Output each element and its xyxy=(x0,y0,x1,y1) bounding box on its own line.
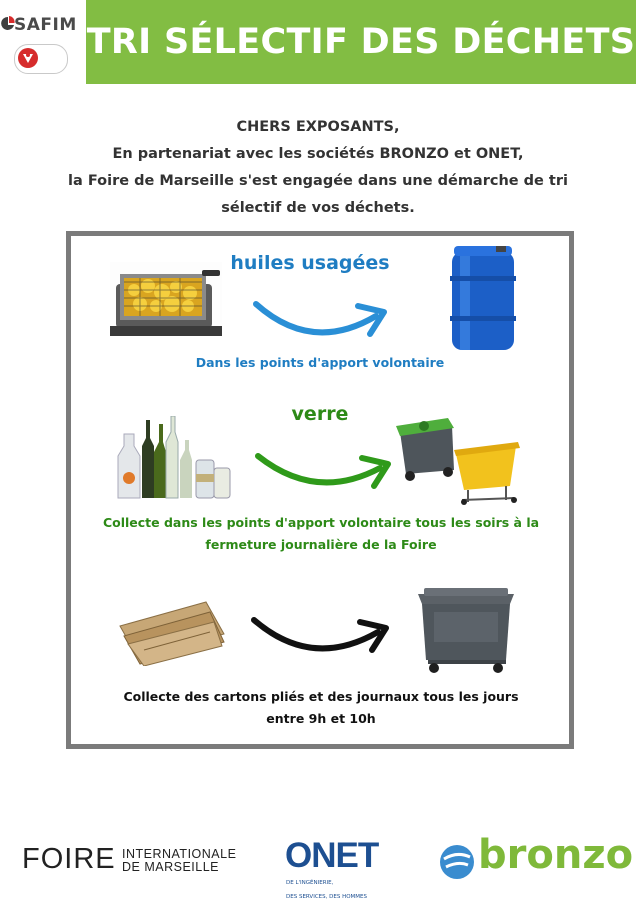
caption-huiles: Dans les points d'apport volontaire xyxy=(195,355,445,370)
section-title-huiles: huiles usagées xyxy=(230,252,390,274)
foire-subtitle-line: INTERNATIONALE xyxy=(122,847,237,861)
caption-line: Collecte dans les points d'apport volontaire tous les soirs à la xyxy=(102,515,540,530)
glass-bottles-icon xyxy=(108,416,232,500)
arrow-icon xyxy=(252,296,392,340)
blue-barrel-icon xyxy=(446,246,520,354)
caption-line: entre 9h et 10h xyxy=(266,711,376,726)
certification-icon xyxy=(17,47,39,69)
caption-line: Collecte des cartons pliés et des journaux tous les jours xyxy=(123,689,519,704)
bronzo-logo xyxy=(438,832,634,884)
onet-tagline-line: DES SERVICES, DES HOMMES xyxy=(286,894,367,900)
cardboard-icon xyxy=(114,596,228,666)
foire-word: FOIRE xyxy=(22,843,116,875)
intro-text xyxy=(40,114,596,222)
onet-word: ONET xyxy=(285,836,379,875)
bronzo-word: bronzo xyxy=(478,832,634,878)
safim-icon xyxy=(1,16,15,32)
intro-line: En partenariat avec les sociétés BRONZO et ONET, xyxy=(112,146,524,162)
intro-line: CHERS EXPOSANTS, xyxy=(236,119,400,135)
onet-tagline xyxy=(286,873,367,908)
caption-cartons xyxy=(96,686,546,730)
section-title-verre: verre xyxy=(291,403,349,425)
onet-tagline-line: DE L'INGÉNIERIE, xyxy=(286,880,334,886)
intro-line: la Foire de Marseille s'est engagée dans une démarche de tri xyxy=(68,173,568,189)
foire-subtitle xyxy=(122,848,236,874)
bronzo-globe-icon xyxy=(438,843,476,881)
glass-bins-icon xyxy=(392,412,528,506)
page-title: TRI SÉLECTIF DES DÉCHETS xyxy=(86,22,636,62)
intro-line: sélectif de vos déchets. xyxy=(221,200,415,216)
caption-line: fermeture journalière de la Foire xyxy=(205,537,437,552)
caption-verre xyxy=(96,512,546,556)
safim-logo xyxy=(0,6,86,70)
safim-label: SAFIM xyxy=(14,15,77,35)
onet-logo xyxy=(282,836,382,900)
grey-bin-icon xyxy=(414,584,518,674)
iso-certification-badge xyxy=(14,44,68,74)
foire-subtitle-line: DE MARSEILLE xyxy=(122,860,220,874)
arrow-icon xyxy=(250,612,392,656)
arrow-icon xyxy=(254,446,394,490)
